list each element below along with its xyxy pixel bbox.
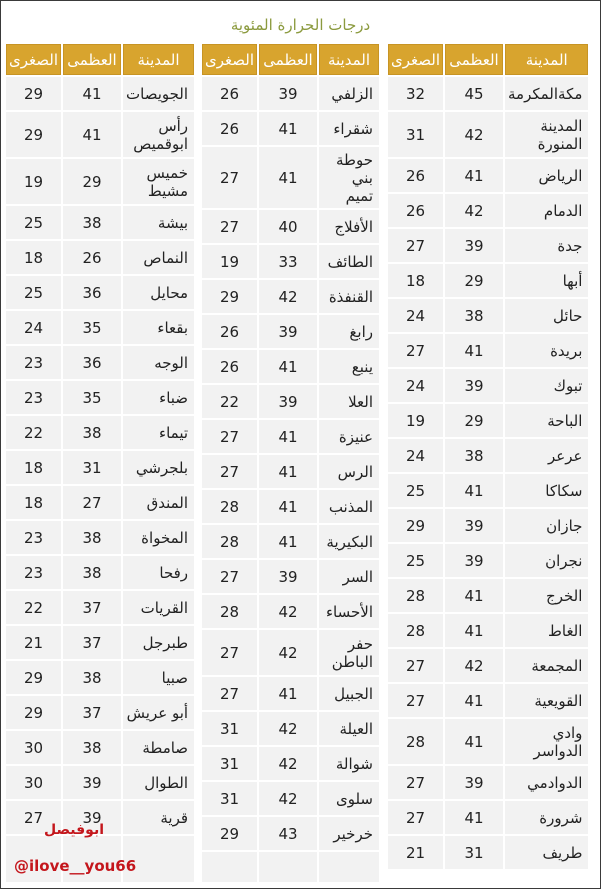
table-row [202, 677, 379, 710]
min-temp-cell: 26 [202, 77, 257, 110]
table-row [6, 159, 194, 204]
max-temp-cell: 29 [445, 264, 503, 297]
city-cell: الأفلاج [319, 210, 379, 243]
city-cell: سكاكا [505, 474, 588, 507]
min-temp-cell: 29 [6, 112, 61, 157]
max-temp-cell: 41 [445, 801, 503, 834]
table-row [202, 245, 379, 278]
max-temp-cell: 40 [259, 210, 317, 243]
max-temp-cell: 41 [63, 112, 121, 157]
max-temp-cell: 41 [63, 77, 121, 110]
max-temp-cell: 41 [445, 474, 503, 507]
max-temp-cell: 35 [63, 381, 121, 414]
table-row [202, 782, 379, 815]
min-temp-cell: 27 [388, 334, 443, 367]
table-row [388, 544, 588, 577]
table-header-row [388, 44, 588, 75]
table-row [6, 766, 194, 799]
city-cell: الأحساء [319, 595, 379, 628]
max-temp-cell: 41 [259, 525, 317, 558]
max-temp-cell: 39 [259, 385, 317, 418]
city-cell: النماص [123, 241, 194, 274]
city-cell: المدينة المنورة [505, 112, 588, 157]
city-cell: رفحا [123, 556, 194, 589]
temperature-table-1 [386, 42, 590, 871]
max-temp-cell: 41 [259, 677, 317, 710]
min-temp-cell: 24 [6, 311, 61, 344]
max-temp-cell: 27 [63, 486, 121, 519]
min-temp-cell: 19 [6, 159, 61, 204]
city-cell [319, 852, 379, 882]
city-cell: طبرجل [123, 626, 194, 659]
max-temp-cell: 42 [445, 194, 503, 227]
max-temp-cell: 41 [445, 579, 503, 612]
city-cell: الجبيل [319, 677, 379, 710]
table-row [6, 77, 194, 110]
table-row [202, 712, 379, 745]
city-cell: العلا [319, 385, 379, 418]
table-row [202, 385, 379, 418]
table-row [202, 817, 379, 850]
city-cell: صامطة [123, 731, 194, 764]
min-temp-cell: 28 [388, 719, 443, 764]
city-cell: بقعاء [123, 311, 194, 344]
table-row [202, 525, 379, 558]
table-row [388, 369, 588, 402]
max-temp-cell: 42 [259, 630, 317, 675]
max-temp-cell: 26 [63, 241, 121, 274]
table-row [388, 614, 588, 647]
max-temp-cell: 38 [63, 416, 121, 449]
max-temp-cell: 41 [445, 159, 503, 192]
min-temp-cell: 24 [388, 439, 443, 472]
min-temp-cell: 29 [6, 77, 61, 110]
max-temp-cell: 39 [445, 229, 503, 262]
max-temp-cell: 38 [63, 556, 121, 589]
max-temp-cell: 38 [63, 521, 121, 554]
table-row [6, 346, 194, 379]
min-temp-cell: 29 [202, 280, 257, 313]
max-temp-cell: 35 [63, 311, 121, 344]
min-temp-cell: 28 [388, 579, 443, 612]
min-temp-cell: 28 [202, 490, 257, 523]
city-cell: المخواة [123, 521, 194, 554]
max-temp-cell: 39 [445, 544, 503, 577]
max-temp-cell: 38 [63, 661, 121, 694]
max-temp-cell: 45 [445, 77, 503, 110]
city-cell: خرخير [319, 817, 379, 850]
max-temp-cell: 42 [259, 712, 317, 745]
min-temp-cell: 27 [202, 420, 257, 453]
city-cell: جدة [505, 229, 588, 262]
min-temp-cell: 31 [202, 782, 257, 815]
min-temp-cell: 27 [202, 677, 257, 710]
max-temp-cell: 42 [445, 112, 503, 157]
table-header-row [202, 44, 379, 75]
city-cell: شقراء [319, 112, 379, 145]
table-row [388, 509, 588, 542]
max-temp-cell: 42 [259, 280, 317, 313]
max-temp-cell: 41 [259, 112, 317, 145]
max-temp-cell: 39 [63, 766, 121, 799]
min-temp-cell: 27 [388, 684, 443, 717]
header-city: المدينة [319, 44, 379, 75]
table-row [388, 719, 588, 764]
table-row [6, 696, 194, 729]
min-temp-cell: 26 [388, 159, 443, 192]
max-temp-cell: 42 [445, 649, 503, 682]
temperature-table-3 [4, 42, 196, 884]
table-row [388, 474, 588, 507]
min-temp-cell: 18 [6, 486, 61, 519]
table-row [202, 455, 379, 488]
table-row [6, 731, 194, 764]
city-cell: عرعر [505, 439, 588, 472]
min-temp-cell: 27 [388, 229, 443, 262]
min-temp-cell: 19 [202, 245, 257, 278]
table-row [388, 229, 588, 262]
min-temp-cell: 25 [6, 206, 61, 239]
table-row [388, 77, 588, 110]
temperature-table-2 [200, 42, 381, 884]
max-temp-cell: 39 [445, 369, 503, 402]
max-temp-cell: 38 [445, 439, 503, 472]
max-temp-cell: 39 [259, 315, 317, 348]
table-row [388, 684, 588, 717]
city-cell: الوجه [123, 346, 194, 379]
max-temp-cell: 31 [63, 451, 121, 484]
min-temp-cell: 30 [6, 766, 61, 799]
table-row [6, 311, 194, 344]
min-temp-cell: 27 [6, 801, 61, 834]
header-max: العظمى [445, 44, 503, 75]
min-temp-cell: 23 [6, 381, 61, 414]
min-temp-cell: 18 [388, 264, 443, 297]
table-row [202, 350, 379, 383]
table-row [388, 404, 588, 437]
min-temp-cell: 27 [388, 649, 443, 682]
city-cell: رابغ [319, 315, 379, 348]
city-cell: الطوال [123, 766, 194, 799]
min-temp-cell: 31 [388, 112, 443, 157]
city-cell: القريات [123, 591, 194, 624]
table-row [202, 210, 379, 243]
city-cell: خميس مشيط [123, 159, 194, 204]
city-cell: بلجرشي [123, 451, 194, 484]
table-row [6, 661, 194, 694]
table-row [6, 486, 194, 519]
min-temp-cell: 27 [202, 630, 257, 675]
city-cell: وادي الدواسر [505, 719, 588, 764]
table-row [388, 159, 588, 192]
table-row [388, 264, 588, 297]
table-row [388, 766, 588, 799]
city-cell: تبوك [505, 369, 588, 402]
min-temp-cell: 26 [388, 194, 443, 227]
city-cell: الدوادمي [505, 766, 588, 799]
city-cell: محايل [123, 276, 194, 309]
max-temp-cell: 37 [63, 591, 121, 624]
min-temp-cell: 30 [6, 731, 61, 764]
signature-text: ابوفيصل [44, 822, 105, 838]
table-row [6, 241, 194, 274]
min-temp-cell [202, 852, 257, 882]
table-row [202, 560, 379, 593]
min-temp-cell: 27 [202, 210, 257, 243]
max-temp-cell: 42 [259, 782, 317, 815]
city-cell: جازان [505, 509, 588, 542]
min-temp-cell: 26 [202, 350, 257, 383]
max-temp-cell: 37 [63, 696, 121, 729]
max-temp-cell: 41 [445, 684, 503, 717]
city-cell: الغاط [505, 614, 588, 647]
table-row [6, 112, 194, 157]
table-row [202, 147, 379, 208]
min-temp-cell: 29 [202, 817, 257, 850]
table-row [202, 77, 379, 110]
city-cell: شرورة [505, 801, 588, 834]
min-temp-cell: 31 [202, 712, 257, 745]
city-cell: قرية [123, 801, 194, 834]
min-temp-cell: 23 [6, 346, 61, 379]
max-temp-cell: 39 [259, 560, 317, 593]
min-temp-cell: 32 [388, 77, 443, 110]
table-row [202, 280, 379, 313]
max-temp-cell: 36 [63, 276, 121, 309]
max-temp-cell: 29 [445, 404, 503, 437]
min-temp-cell: 21 [6, 626, 61, 659]
city-cell: الجويصات [123, 77, 194, 110]
max-temp-cell: 36 [63, 346, 121, 379]
max-temp-cell: 41 [259, 455, 317, 488]
header-min: الصغرى [388, 44, 443, 75]
max-temp-cell: 41 [259, 420, 317, 453]
city-cell: الخرج [505, 579, 588, 612]
min-temp-cell: 29 [388, 509, 443, 542]
max-temp-cell: 39 [445, 509, 503, 542]
table-row [6, 276, 194, 309]
city-cell: الدمام [505, 194, 588, 227]
table-row [202, 852, 379, 882]
city-cell: حوطة بني تميم [319, 147, 379, 208]
min-temp-cell: 25 [388, 544, 443, 577]
min-temp-cell: 23 [6, 521, 61, 554]
city-cell: تيماء [123, 416, 194, 449]
city-cell: الرس [319, 455, 379, 488]
city-cell: بيشة [123, 206, 194, 239]
city-cell: ينبع [319, 350, 379, 383]
min-temp-cell: 27 [202, 147, 257, 208]
city-cell: شوالة [319, 747, 379, 780]
max-temp-cell: 41 [259, 350, 317, 383]
min-temp-cell: 18 [6, 451, 61, 484]
min-temp-cell: 23 [6, 556, 61, 589]
table-row [202, 630, 379, 675]
table-row [6, 381, 194, 414]
min-temp-cell: 24 [388, 369, 443, 402]
table-row [388, 112, 588, 157]
min-temp-cell: 26 [202, 112, 257, 145]
max-temp-cell [259, 852, 317, 882]
table-row [202, 595, 379, 628]
min-temp-cell: 27 [202, 455, 257, 488]
max-temp-cell: 33 [259, 245, 317, 278]
city-cell: السر [319, 560, 379, 593]
city-cell: ضباء [123, 381, 194, 414]
max-temp-cell: 37 [63, 626, 121, 659]
min-temp-cell: 18 [6, 241, 61, 274]
table-row [388, 299, 588, 332]
page-title: درجات الحرارة المئوية [230, 16, 371, 34]
city-cell: الرياض [505, 159, 588, 192]
min-temp-cell: 22 [6, 591, 61, 624]
min-temp-cell: 28 [202, 595, 257, 628]
max-temp-cell: 41 [259, 147, 317, 208]
min-temp-cell: 21 [388, 836, 443, 869]
table-row [202, 420, 379, 453]
max-temp-cell: 39 [445, 766, 503, 799]
table-row [6, 591, 194, 624]
table-row [388, 439, 588, 472]
max-temp-cell: 41 [445, 719, 503, 764]
max-temp-cell: 29 [63, 159, 121, 204]
header-min: الصغرى [6, 44, 61, 75]
min-temp-cell: 26 [202, 315, 257, 348]
table-row [6, 416, 194, 449]
min-temp-cell: 31 [202, 747, 257, 780]
max-temp-cell: 41 [259, 490, 317, 523]
city-cell: نجران [505, 544, 588, 577]
table-row [6, 626, 194, 659]
city-cell: المندق [123, 486, 194, 519]
table-row [388, 334, 588, 367]
city-cell: مكةالمكرمة [505, 77, 588, 110]
header-min: الصغرى [202, 44, 257, 75]
min-temp-cell: 28 [202, 525, 257, 558]
table-row [6, 206, 194, 239]
header-city: المدينة [123, 44, 194, 75]
city-cell: الزلفي [319, 77, 379, 110]
min-temp-cell: 29 [6, 661, 61, 694]
city-cell: أبها [505, 264, 588, 297]
min-temp-cell: 28 [388, 614, 443, 647]
table-row [388, 579, 588, 612]
city-cell: طريف [505, 836, 588, 869]
city-cell: أبو عريش [123, 696, 194, 729]
max-temp-cell: 38 [63, 206, 121, 239]
table-row [6, 521, 194, 554]
min-temp-cell: 27 [388, 766, 443, 799]
city-cell: المجمعة [505, 649, 588, 682]
city-cell: عنيزة [319, 420, 379, 453]
city-cell: المذنب [319, 490, 379, 523]
city-cell: سلوى [319, 782, 379, 815]
city-cell: القويعية [505, 684, 588, 717]
table-row [202, 747, 379, 780]
table-row [202, 112, 379, 145]
city-cell: حفر الباطن [319, 630, 379, 675]
table-row [202, 315, 379, 348]
max-temp-cell: 38 [63, 731, 121, 764]
min-temp-cell: 27 [202, 560, 257, 593]
city-cell: الباحة [505, 404, 588, 437]
table-header-row [6, 44, 194, 75]
max-temp-cell: 43 [259, 817, 317, 850]
city-cell: رأس ابوقميص [123, 112, 194, 157]
max-temp-cell: 42 [259, 595, 317, 628]
max-temp-cell: 38 [445, 299, 503, 332]
city-cell: العيلة [319, 712, 379, 745]
city-cell: البكيرية [319, 525, 379, 558]
city-cell: القنفذة [319, 280, 379, 313]
min-temp-cell: 25 [6, 276, 61, 309]
min-temp-cell: 22 [6, 416, 61, 449]
max-temp-cell: 41 [445, 614, 503, 647]
table-row [6, 556, 194, 589]
table-row [388, 836, 588, 869]
min-temp-cell: 29 [6, 696, 61, 729]
max-temp-cell: 39 [63, 801, 121, 834]
table-row [388, 194, 588, 227]
table-row [388, 801, 588, 834]
min-temp-cell: 27 [388, 801, 443, 834]
min-temp-cell: 19 [388, 404, 443, 437]
header-max: العظمى [63, 44, 121, 75]
max-temp-cell: 42 [259, 747, 317, 780]
max-temp-cell: 31 [445, 836, 503, 869]
twitter-handle: @ilove__you66 [14, 857, 137, 875]
table-row [202, 490, 379, 523]
city-cell: الطائف [319, 245, 379, 278]
header-city: المدينة [505, 44, 588, 75]
city-cell: بريدة [505, 334, 588, 367]
min-temp-cell: 22 [202, 385, 257, 418]
city-cell: صبيا [123, 661, 194, 694]
min-temp-cell: 24 [388, 299, 443, 332]
min-temp-cell: 25 [388, 474, 443, 507]
max-temp-cell: 39 [259, 77, 317, 110]
header-max: العظمى [259, 44, 317, 75]
table-row [6, 451, 194, 484]
max-temp-cell: 41 [445, 334, 503, 367]
city-cell: حائل [505, 299, 588, 332]
table-row [388, 649, 588, 682]
